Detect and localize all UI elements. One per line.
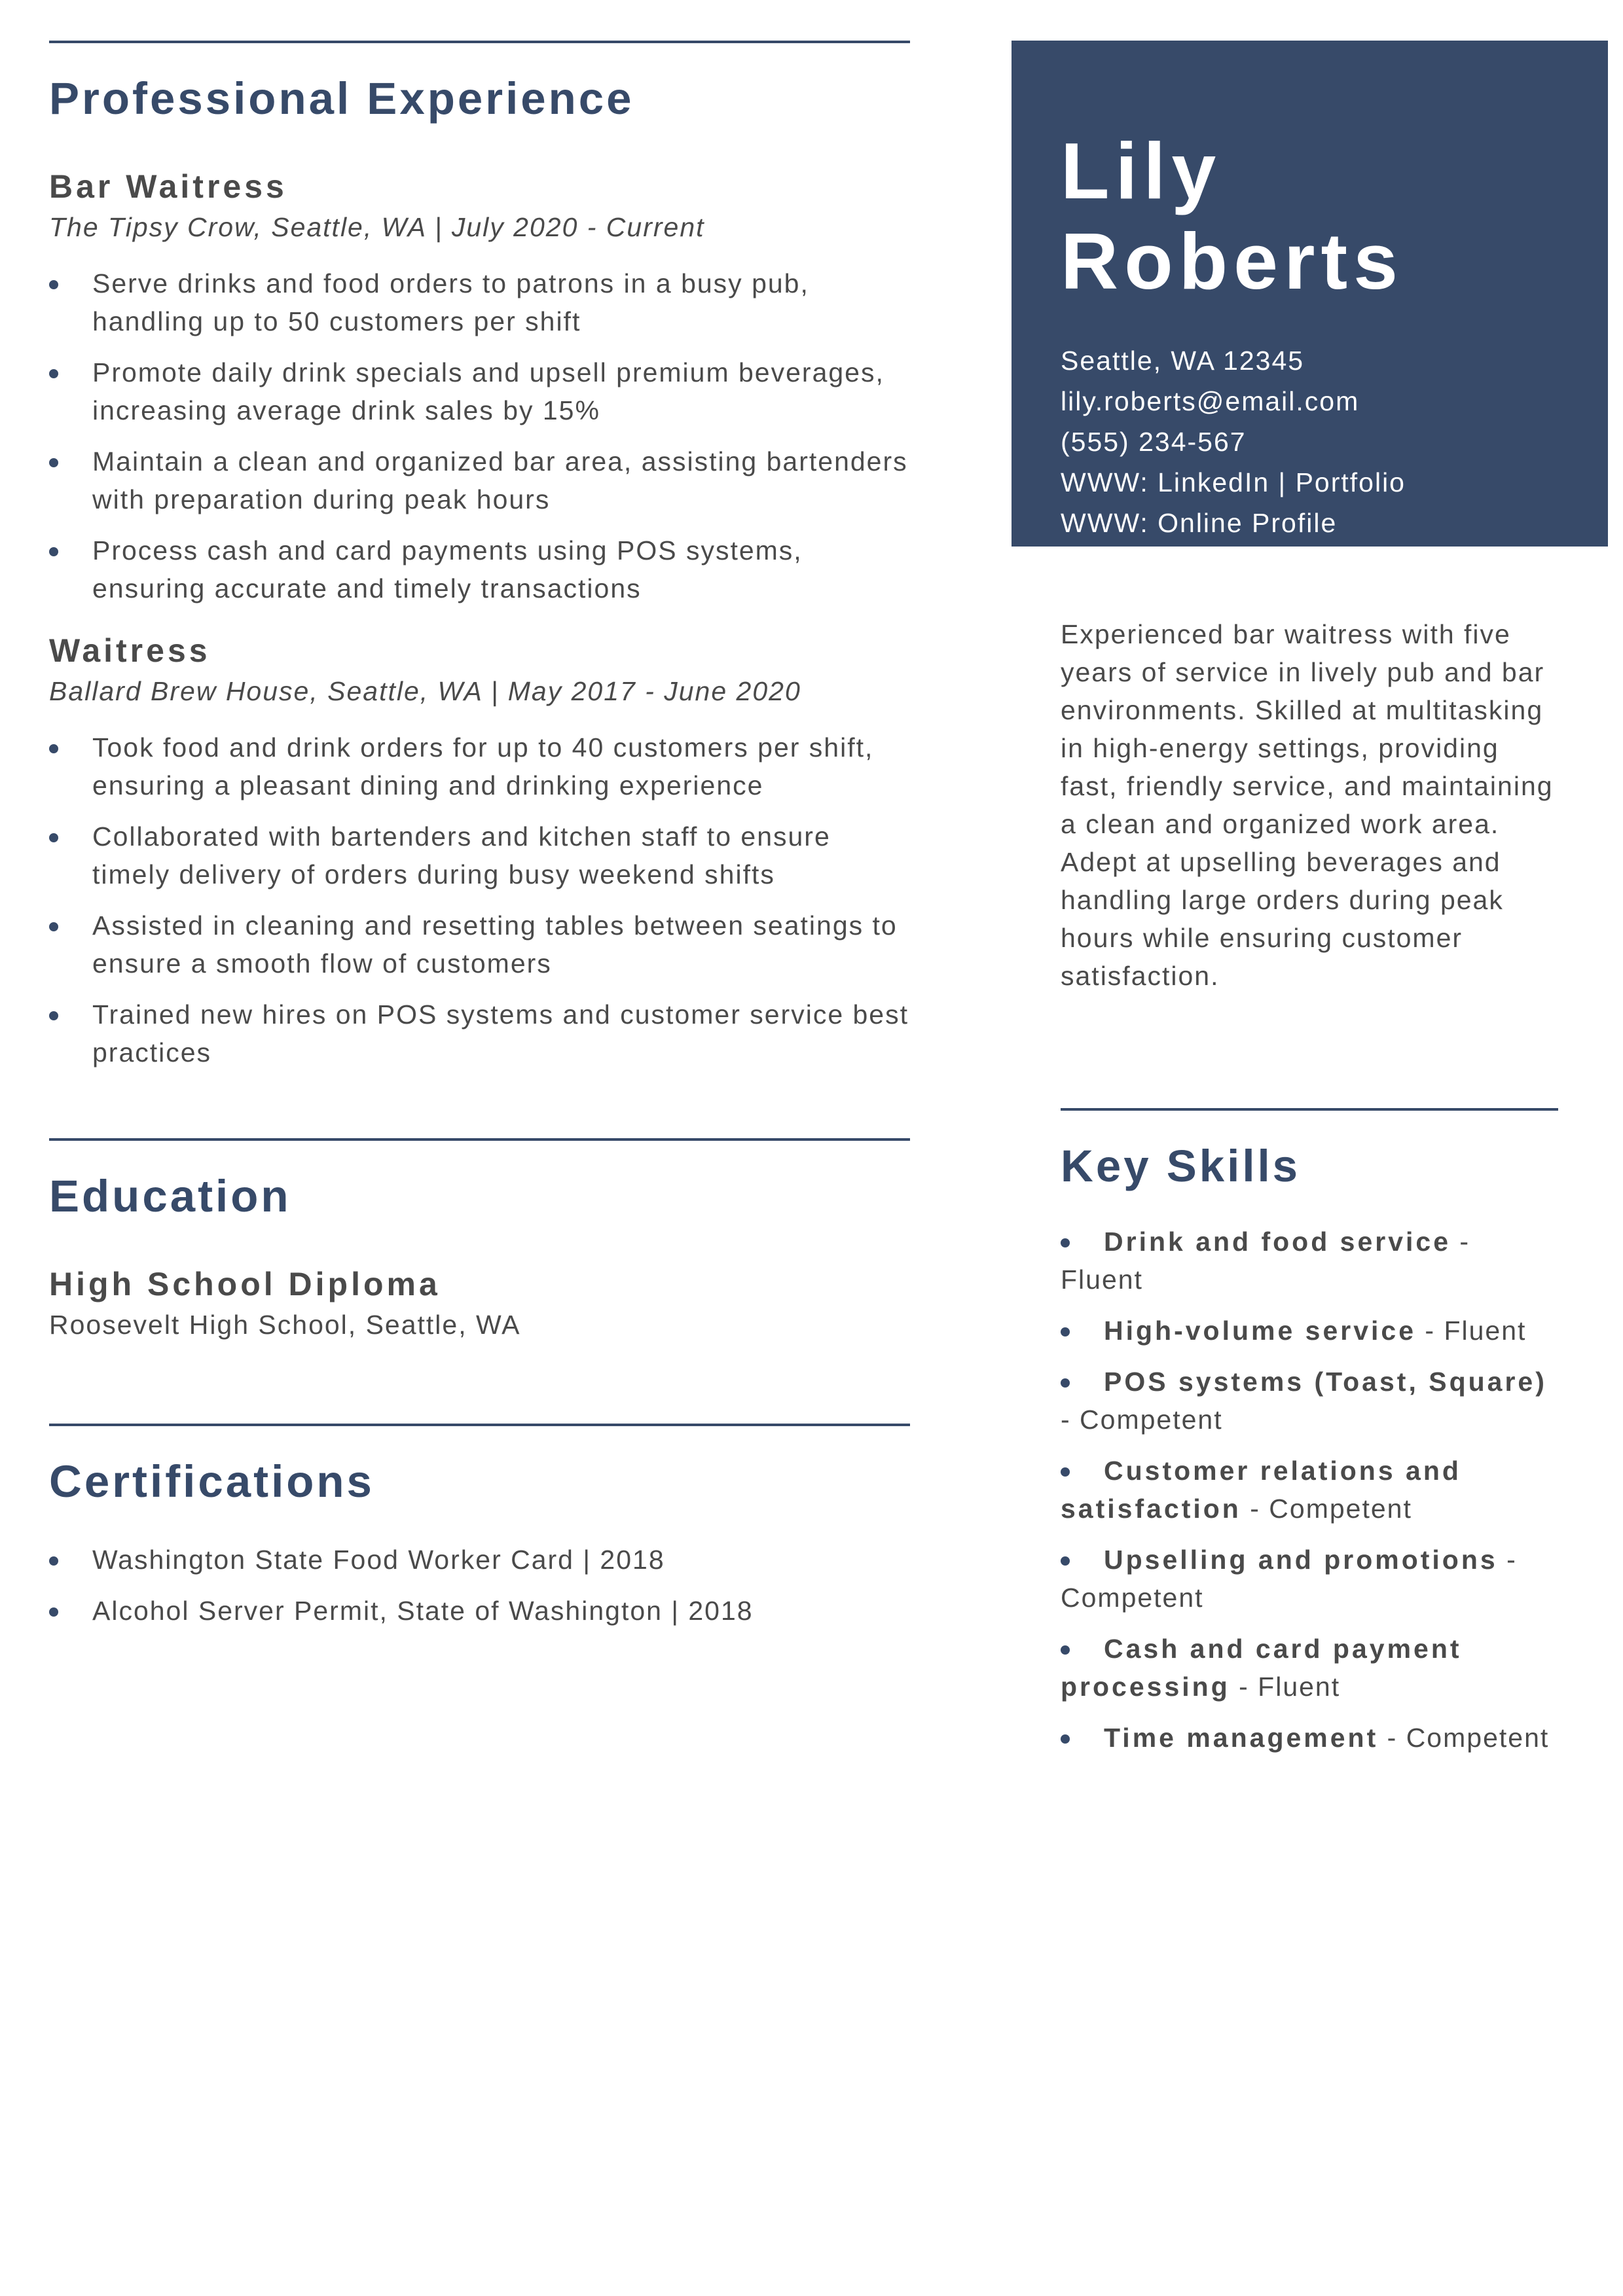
school-name: Roosevelt High School, Seattle, WA	[49, 1310, 521, 1340]
web-links: WWW: LinkedIn | Portfolio	[1061, 467, 1406, 497]
job-title: Bar Waitress	[49, 168, 287, 205]
name-header	[1012, 41, 1608, 547]
skill-item	[1061, 1719, 1558, 1757]
skill-level: - Fluent	[1061, 1226, 1470, 1295]
job-entry	[49, 631, 910, 1071]
list-item: Alcohol Server Permit, State of Washington | 2018	[49, 1592, 910, 1630]
list-item: Maintain a clean and organized bar area, assisting bartenders with preparation during peak hours	[49, 442, 910, 518]
phone: (555) 234-567	[1061, 427, 1247, 457]
skill-item	[1061, 1452, 1558, 1528]
online-profile: WWW: Online Profile	[1061, 508, 1338, 538]
job-entry	[49, 167, 910, 607]
skill-item	[1061, 1312, 1558, 1350]
skill-name: High-volume service	[1104, 1315, 1417, 1346]
skill-name: Customer relations and satisfaction	[1061, 1455, 1461, 1524]
education-heading: Education	[49, 1171, 291, 1222]
certifications-list	[49, 1541, 910, 1630]
skill-item	[1061, 1223, 1558, 1299]
email: lily.roberts@email.com	[1061, 386, 1360, 416]
skill-level: - Competent	[1061, 1404, 1223, 1435]
job-meta: Ballard Brew House, Seattle, WA | May 2017 - June 2020	[49, 676, 801, 707]
skill-name: Time management	[1104, 1722, 1379, 1753]
skill-item	[1061, 1630, 1558, 1706]
list-item: Trained new hires on POS systems and customer service best practices	[49, 996, 910, 1071]
first-name: Lily	[1061, 126, 1222, 215]
list-item: Serve drinks and food orders to patrons in a busy pub, handling up to 50 customers per shift	[49, 264, 910, 340]
job-title: Waitress	[49, 632, 211, 670]
skill-name: POS systems (Toast, Square)	[1104, 1366, 1547, 1397]
skill-item	[1061, 1541, 1558, 1617]
main-column	[49, 0, 910, 1643]
skill-level: - Competent	[1241, 1493, 1412, 1524]
skill-name: Cash and card payment processing	[1061, 1633, 1462, 1702]
section-divider	[1061, 1108, 1558, 1111]
experience-heading: Professional Experience	[49, 73, 634, 124]
degree-title: High School Diploma	[49, 1266, 441, 1303]
last-name: Roberts	[1061, 217, 1404, 306]
list-item: Promote daily drink specials and upsell premium beverages, increasing average drink sales by 15%	[49, 353, 910, 429]
summary-text: Experienced bar waitress with five years of service in lively pub and bar environments. Skilled at multitasking in high-energy settings, providing fast, friendly service, and maintaining a clean and organized work area. Adept at upselling beverages and handling large orders during peak hours while ensuring customer satisfaction.	[1061, 619, 1554, 991]
skills-list	[1061, 1223, 1558, 1757]
skill-level: - Competent	[1061, 1544, 1517, 1613]
skills-section	[1061, 1108, 1558, 1770]
section-divider	[49, 41, 910, 43]
certifications-heading: Certifications	[49, 1456, 374, 1507]
section-divider	[49, 1138, 910, 1141]
skill-level: - Competent	[1378, 1722, 1550, 1753]
skills-heading: Key Skills	[1061, 1141, 1301, 1191]
skill-level: - Fluent	[1416, 1315, 1527, 1346]
job-bullets	[49, 728, 910, 1071]
contact-info	[1061, 340, 1608, 543]
section-divider	[49, 1424, 910, 1426]
list-item: Washington State Food Worker Card | 2018	[49, 1541, 910, 1579]
list-item: Assisted in cleaning and resetting tables between seatings to ensure a smooth flow of customers	[49, 906, 910, 982]
skill-item	[1061, 1363, 1558, 1439]
address: Seattle, WA 12345	[1061, 346, 1305, 376]
skill-name: Drink and food service	[1104, 1226, 1451, 1257]
list-item: Took food and drink orders for up to 40 customers per shift, ensuring a pleasant dining and drinking experience	[49, 728, 910, 804]
job-meta: The Tipsy Crow, Seattle, WA | July 2020 - Current	[49, 211, 705, 242]
skill-name: Upselling and promotions	[1104, 1544, 1498, 1575]
list-item: Collaborated with bartenders and kitchen staff to ensure timely delivery of orders during busy weekend shifts	[49, 817, 910, 893]
skill-level: - Fluent	[1230, 1671, 1341, 1702]
list-item: Process cash and card payments using POS systems, ensuring accurate and timely transactions	[49, 531, 910, 607]
job-bullets	[49, 264, 910, 607]
